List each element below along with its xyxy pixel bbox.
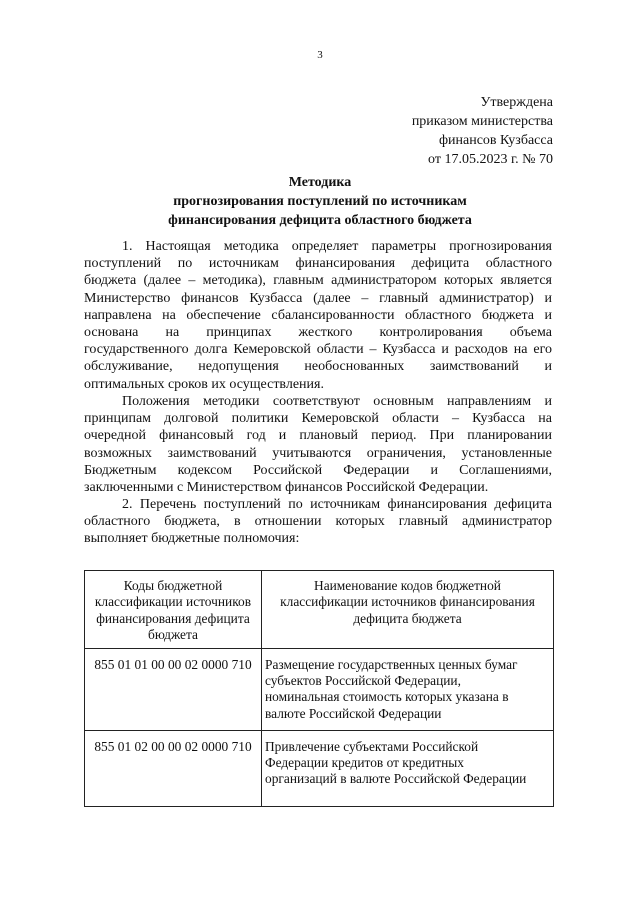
text-line: возможных заимствований учитываются ограничения, установленные — [84, 445, 552, 461]
cell-line: организаций в валюте Российской Федерации — [265, 771, 527, 787]
table-row — [85, 648, 554, 730]
code-cell: 855 01 02 00 00 02 0000 710 — [85, 730, 262, 806]
cell-line: валюте Российской Федерации — [265, 705, 442, 721]
header-line: классификации источников — [94, 594, 252, 610]
page-number: 3 — [317, 49, 323, 61]
name-cell — [262, 730, 554, 806]
text-line: обслуживание, недопущения необоснованных заимствований и — [84, 359, 552, 375]
text-line: основана на принципах жесткого контролирования объема — [84, 325, 552, 341]
approval-stamp — [412, 93, 553, 169]
header-line: дефицита бюджета — [353, 610, 462, 626]
header-line: Коды бюджетной — [123, 578, 223, 593]
cell-line: Привлечение субъектами Российской — [265, 738, 479, 754]
text-line: областного бюджета, в отношении которых главный администратор — [84, 514, 552, 530]
title-line: прогнозирования поступлений по источникам — [173, 194, 467, 209]
header-line: бюджета — [148, 627, 198, 643]
text-line: заключенными с Министерством финансов Российской Федерации. — [84, 480, 489, 496]
paragraph-3 — [84, 496, 552, 548]
paragraph-1 — [84, 238, 552, 393]
paragraph-2 — [84, 393, 552, 496]
cell-line: Размещение государственных ценных бумаг — [265, 656, 518, 672]
text-line: Бюджетным кодексом Российской Федерации и Соглашениями, — [84, 462, 552, 478]
header-line: финансирования дефицита — [96, 610, 250, 626]
text-line: бюджета (далее – методика), главным администратором которых является — [84, 273, 552, 289]
text-line: очередной финансовый год и плановый период. При планировании — [84, 428, 552, 444]
cell-line: Федерации кредитов от кредитных — [265, 755, 464, 771]
approval-line: от 17.05.2023 г. № 70 — [428, 152, 553, 167]
table-row — [85, 730, 554, 806]
header-names — [262, 571, 554, 649]
approval-line: Утверждена — [480, 95, 553, 110]
cell-line: номинальная стоимость которых указана в — [265, 689, 509, 705]
cell-line: субъектов Российской Федерации, — [265, 673, 461, 689]
code-cell: 855 01 01 00 00 02 0000 710 — [85, 648, 262, 730]
name-cell — [262, 648, 554, 730]
text-line: поступлений по источникам финансирования дефицита областного — [84, 256, 552, 272]
text-line: направлена на обеспечение сбалансированности областного бюджета и — [84, 307, 552, 323]
approval-line: финансов Кузбасса — [438, 133, 553, 148]
text-line: государственного долга Кемеровской области – Кузбасса и расходов на его — [84, 342, 552, 358]
approval-line: приказом министерства — [411, 114, 553, 129]
document-title — [60, 173, 580, 230]
budget-codes-table — [84, 570, 554, 807]
text-line: Положения методики соответствуют основным направлениям и — [122, 394, 552, 409]
text-line: выполняет бюджетные полномочия: — [84, 531, 300, 547]
header-line: Наименование кодов бюджетной — [314, 578, 501, 593]
table-header-row — [85, 571, 554, 649]
title-line: Методика — [288, 175, 352, 190]
text-line: принципам долговой политики Кемеровской области – Кузбасса на — [84, 411, 552, 427]
header-codes — [85, 571, 262, 649]
title-line: финансирования дефицита областного бюджета — [168, 213, 472, 228]
text-line: 2. Перечень поступлений по источникам финансирования дефицита — [122, 497, 552, 512]
text-line: Министерство финансов Кузбасса (далее – главный администратор) и — [84, 290, 552, 306]
header-line: классификации источников финансирования — [280, 594, 535, 610]
text-line: 1. Настоящая методика определяет параметры прогнозирования — [122, 239, 552, 254]
text-line: оптимальных сроков их осуществления. — [84, 376, 324, 392]
